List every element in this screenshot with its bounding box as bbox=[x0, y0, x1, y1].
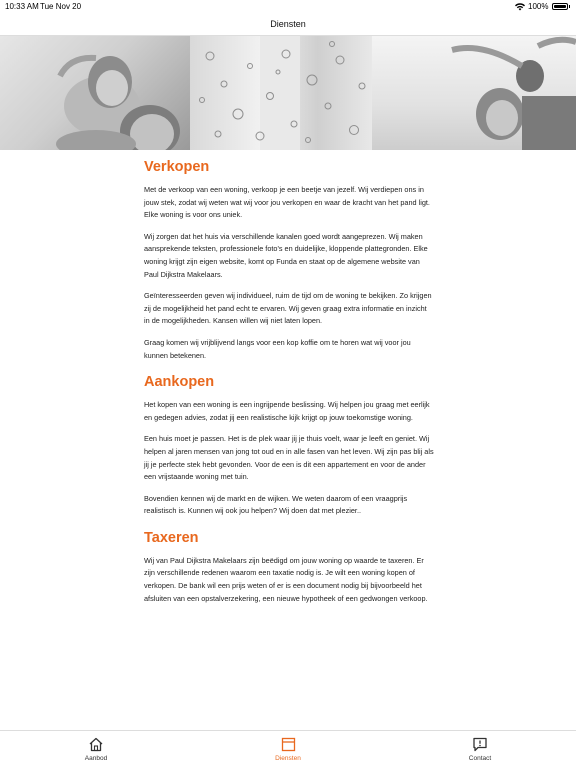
services-icon bbox=[281, 737, 296, 752]
paragraph: Het kopen van een woning is een ingrijpende beslissing. Wij helpen jou graag met eerlijk en gedegen advies, zodat jij een realistische kijk krijgt op jouw toekomstige woning. bbox=[144, 400, 430, 422]
services-content bbox=[144, 156, 434, 614]
section-taxeren bbox=[144, 527, 434, 605]
tab-diensten[interactable] bbox=[192, 731, 384, 768]
hero-banner bbox=[0, 36, 576, 150]
status-bar bbox=[0, 0, 576, 13]
hero-photo-family bbox=[372, 36, 576, 150]
status-right bbox=[515, 0, 570, 13]
chat-icon bbox=[472, 737, 488, 752]
paragraph: Graag komen wij vrijblijvend langs voor een kop koffie om te horen wat wij voor jou kunnen betekenen. bbox=[144, 337, 411, 360]
battery-cap bbox=[569, 5, 571, 8]
paragraph: Wij van Paul Dijkstra Makelaars zijn beëdigd om jouw woning op waarde te taxeren. Er zijn verschillende redenen waarom een taxatie nodig is. Je wilt een woning kopen of verkopen. De bank wil een prijs weten of er is een document nodig bij bijvoorbeeld het afsluiten van een opstalverzekering, een nieuwe hypotheek of een gedwongen verkoop. bbox=[144, 555, 428, 603]
section-title-taxeren: Taxeren bbox=[144, 529, 199, 546]
paragraph: Geïnteresseerden geven wij individueel, ruim de tijd om de woning te bekijken. Zo krijgen zij de mogelijkheid het pand echt te ervaren. Wij geven graag extra informatie en inzicht in de mogelijkheden. Kansen willen wij niet laten lopen. bbox=[144, 291, 432, 326]
navigation-bar bbox=[0, 13, 576, 36]
section-title-aankopen: Aankopen bbox=[144, 374, 215, 391]
tab-contact[interactable] bbox=[384, 731, 576, 768]
battery-icon bbox=[552, 3, 568, 10]
tab-label: Contact bbox=[468, 755, 492, 762]
section-title-verkopen: Verkopen bbox=[144, 159, 210, 175]
status-time: 10:33 AM bbox=[5, 2, 39, 11]
tab-label: Aanbod bbox=[84, 755, 108, 762]
section-aankopen bbox=[144, 371, 434, 518]
tab-bar bbox=[0, 730, 576, 768]
hero-photo-bubbles bbox=[190, 36, 372, 150]
tab-aanbod[interactable] bbox=[0, 731, 192, 768]
hero-photo-couple bbox=[0, 36, 190, 150]
paragraph: Wij zorgen dat het huis via verschillende kanalen goed wordt aangeprezen. Wij maken aansprekende teksten, professionele foto's en duidelijke, kloppende plattegronden. Elke woning krijgt zijn eigen website, komt op Funda en staat op de algemene website van Paul Dijkstra Makelaars. bbox=[144, 231, 428, 279]
page-title: Diensten bbox=[270, 19, 306, 29]
battery-percent: 100% bbox=[528, 2, 549, 11]
status-date: Tue Nov 20 bbox=[40, 2, 82, 11]
section-verkopen bbox=[144, 156, 434, 362]
wifi-icon bbox=[515, 3, 525, 11]
house-icon bbox=[88, 737, 104, 752]
paragraph: Bovendien kennen wij de markt en de wijken. We weten daarom of een vraagprijs realistisch is. Kunnen wij ook jou helpen? Wij doen dat met plezier.. bbox=[144, 493, 408, 516]
tab-label: Diensten bbox=[275, 755, 301, 762]
paragraph: Met de verkoop van een woning, verkoop je een beetje van jezelf. Wij verdiepen ons in jouw stek, zodat wij weten wat wij voor jou verkopen en waar de kracht van het pand ligt. Elke woning is voor ons uniek. bbox=[144, 185, 430, 220]
paragraph: Een huis moet je passen. Het is de plek waar jij je thuis voelt, waar je leeft en geniet. Wij helpen al jaren mensen van jong tot oud en in alle fasen van het leven. Wij zijn pas blij als jij je perfecte stek hebt gevonden. Voor de een is dit een appartement en voor de ander een vrijstaande woning met tuin. bbox=[144, 434, 434, 482]
